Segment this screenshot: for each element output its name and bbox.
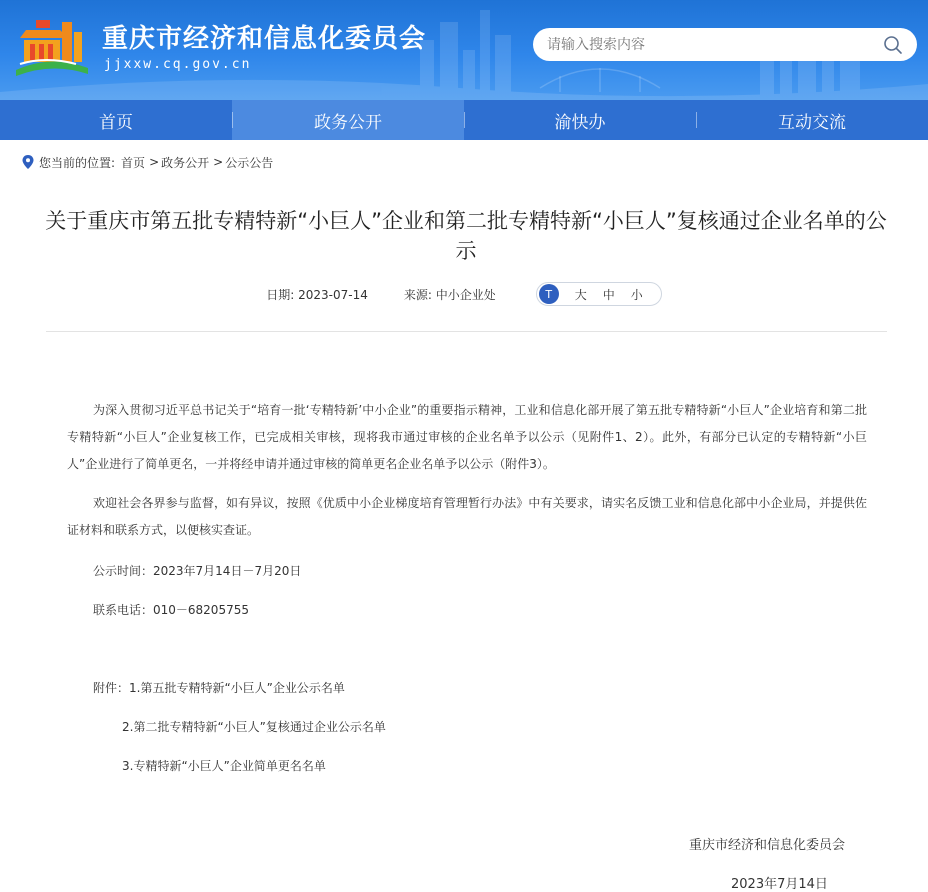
attachment-item-1 — [93, 679, 345, 696]
article-meta — [0, 282, 928, 306]
body-paragraph-2: 欢迎社会各界参与监督，如有异议，按照《优质中小企业梯度培育管理暂行办法》中有关要求，请实名反馈工业和信息化部中小企业局，并提供佐证材料和联系方式，以便核实查证。 — [67, 496, 867, 537]
date-label: 日期: — [266, 287, 295, 302]
nav-item-interaction[interactable]: 互动交流 — [696, 100, 928, 140]
contact-phone: 联系电话：010－68205755 — [93, 603, 249, 617]
breadcrumb-home[interactable]: 首页 — [121, 155, 146, 170]
source-label: 来源: — [403, 287, 432, 302]
publicity-period: 公示时间：2023年7月14日－7月20日 — [93, 564, 302, 578]
breadcrumb-government-affairs[interactable]: 政务公开 — [161, 155, 210, 170]
search-icon[interactable] — [883, 35, 903, 55]
site-header — [0, 0, 928, 100]
site-title[interactable]: 重庆市经济和信息化委员会 — [102, 24, 427, 54]
attachments-prefix: 附件： — [93, 681, 130, 695]
attachment-link-2[interactable]: 2.第二批专精特新“小巨人”复核通过企业公示名单 — [122, 720, 386, 734]
article-title: 关于重庆市第五批专精特新“小巨人”企业和第二批专精特新“小巨人”复核通过企业名单的公示 — [45, 209, 887, 263]
font-size-icon: T — [539, 284, 559, 304]
breadcrumb — [22, 154, 273, 170]
nav-item-home[interactable]: 首页 — [99, 112, 133, 133]
font-size-large[interactable]: 大 — [574, 287, 587, 302]
body-paragraph-1: 为深入贯彻习近平总书记关于“培育一批‘专精特新’中小企业”的重要指示精神，工业和信息化部开展了第五批专精特新“小巨人”企业培育和第二批专精特新“小巨人”企业复核工作，已完成相关审核，现将我市通过审核的企业名单予以公示（见附件1、2）。此外，有部分已认定的专精特新“小巨人”企业进行了简单更名，一并将经申请并通过审核的简单更名企业名单予以公示（附件3）。 — [67, 403, 867, 471]
breadcrumb-separator: > — [213, 155, 224, 169]
signature-date: 2023年7月14日 — [731, 877, 828, 892]
nav-item-government-affairs[interactable]: 政务公开 — [232, 100, 464, 140]
article-date — [266, 286, 368, 303]
search-input[interactable] — [547, 37, 883, 53]
nav-item-yukuaiban[interactable]: 渝快办 — [464, 100, 696, 140]
font-size-small[interactable]: 小 — [630, 287, 643, 302]
breadcrumb-announcements[interactable]: 公示公告 — [225, 155, 274, 170]
attachment-link-3[interactable]: 3.专精特新“小巨人”企业简单更名名单 — [122, 759, 326, 773]
article-source — [404, 286, 496, 303]
main-nav — [0, 100, 928, 140]
breadcrumb-prefix: 您当前的位置: — [39, 155, 116, 170]
font-size-switch — [536, 282, 662, 306]
font-size-medium[interactable]: 中 — [602, 287, 615, 302]
attachment-link-1[interactable]: 1.第五批专精特新“小巨人”企业公示名单 — [129, 681, 345, 695]
source-value: 中小企业处 — [435, 287, 496, 302]
logo-icon — [16, 14, 88, 78]
date-value: 2023-07-14 — [298, 287, 368, 302]
site-domain: jjxxw.cq.gov.cn — [104, 57, 252, 72]
breadcrumb-separator: > — [149, 155, 160, 169]
search-box — [533, 28, 917, 61]
signature-organization: 重庆市经济和信息化委员会 — [689, 838, 846, 853]
title-divider — [46, 331, 887, 332]
location-pin-icon — [22, 155, 34, 169]
